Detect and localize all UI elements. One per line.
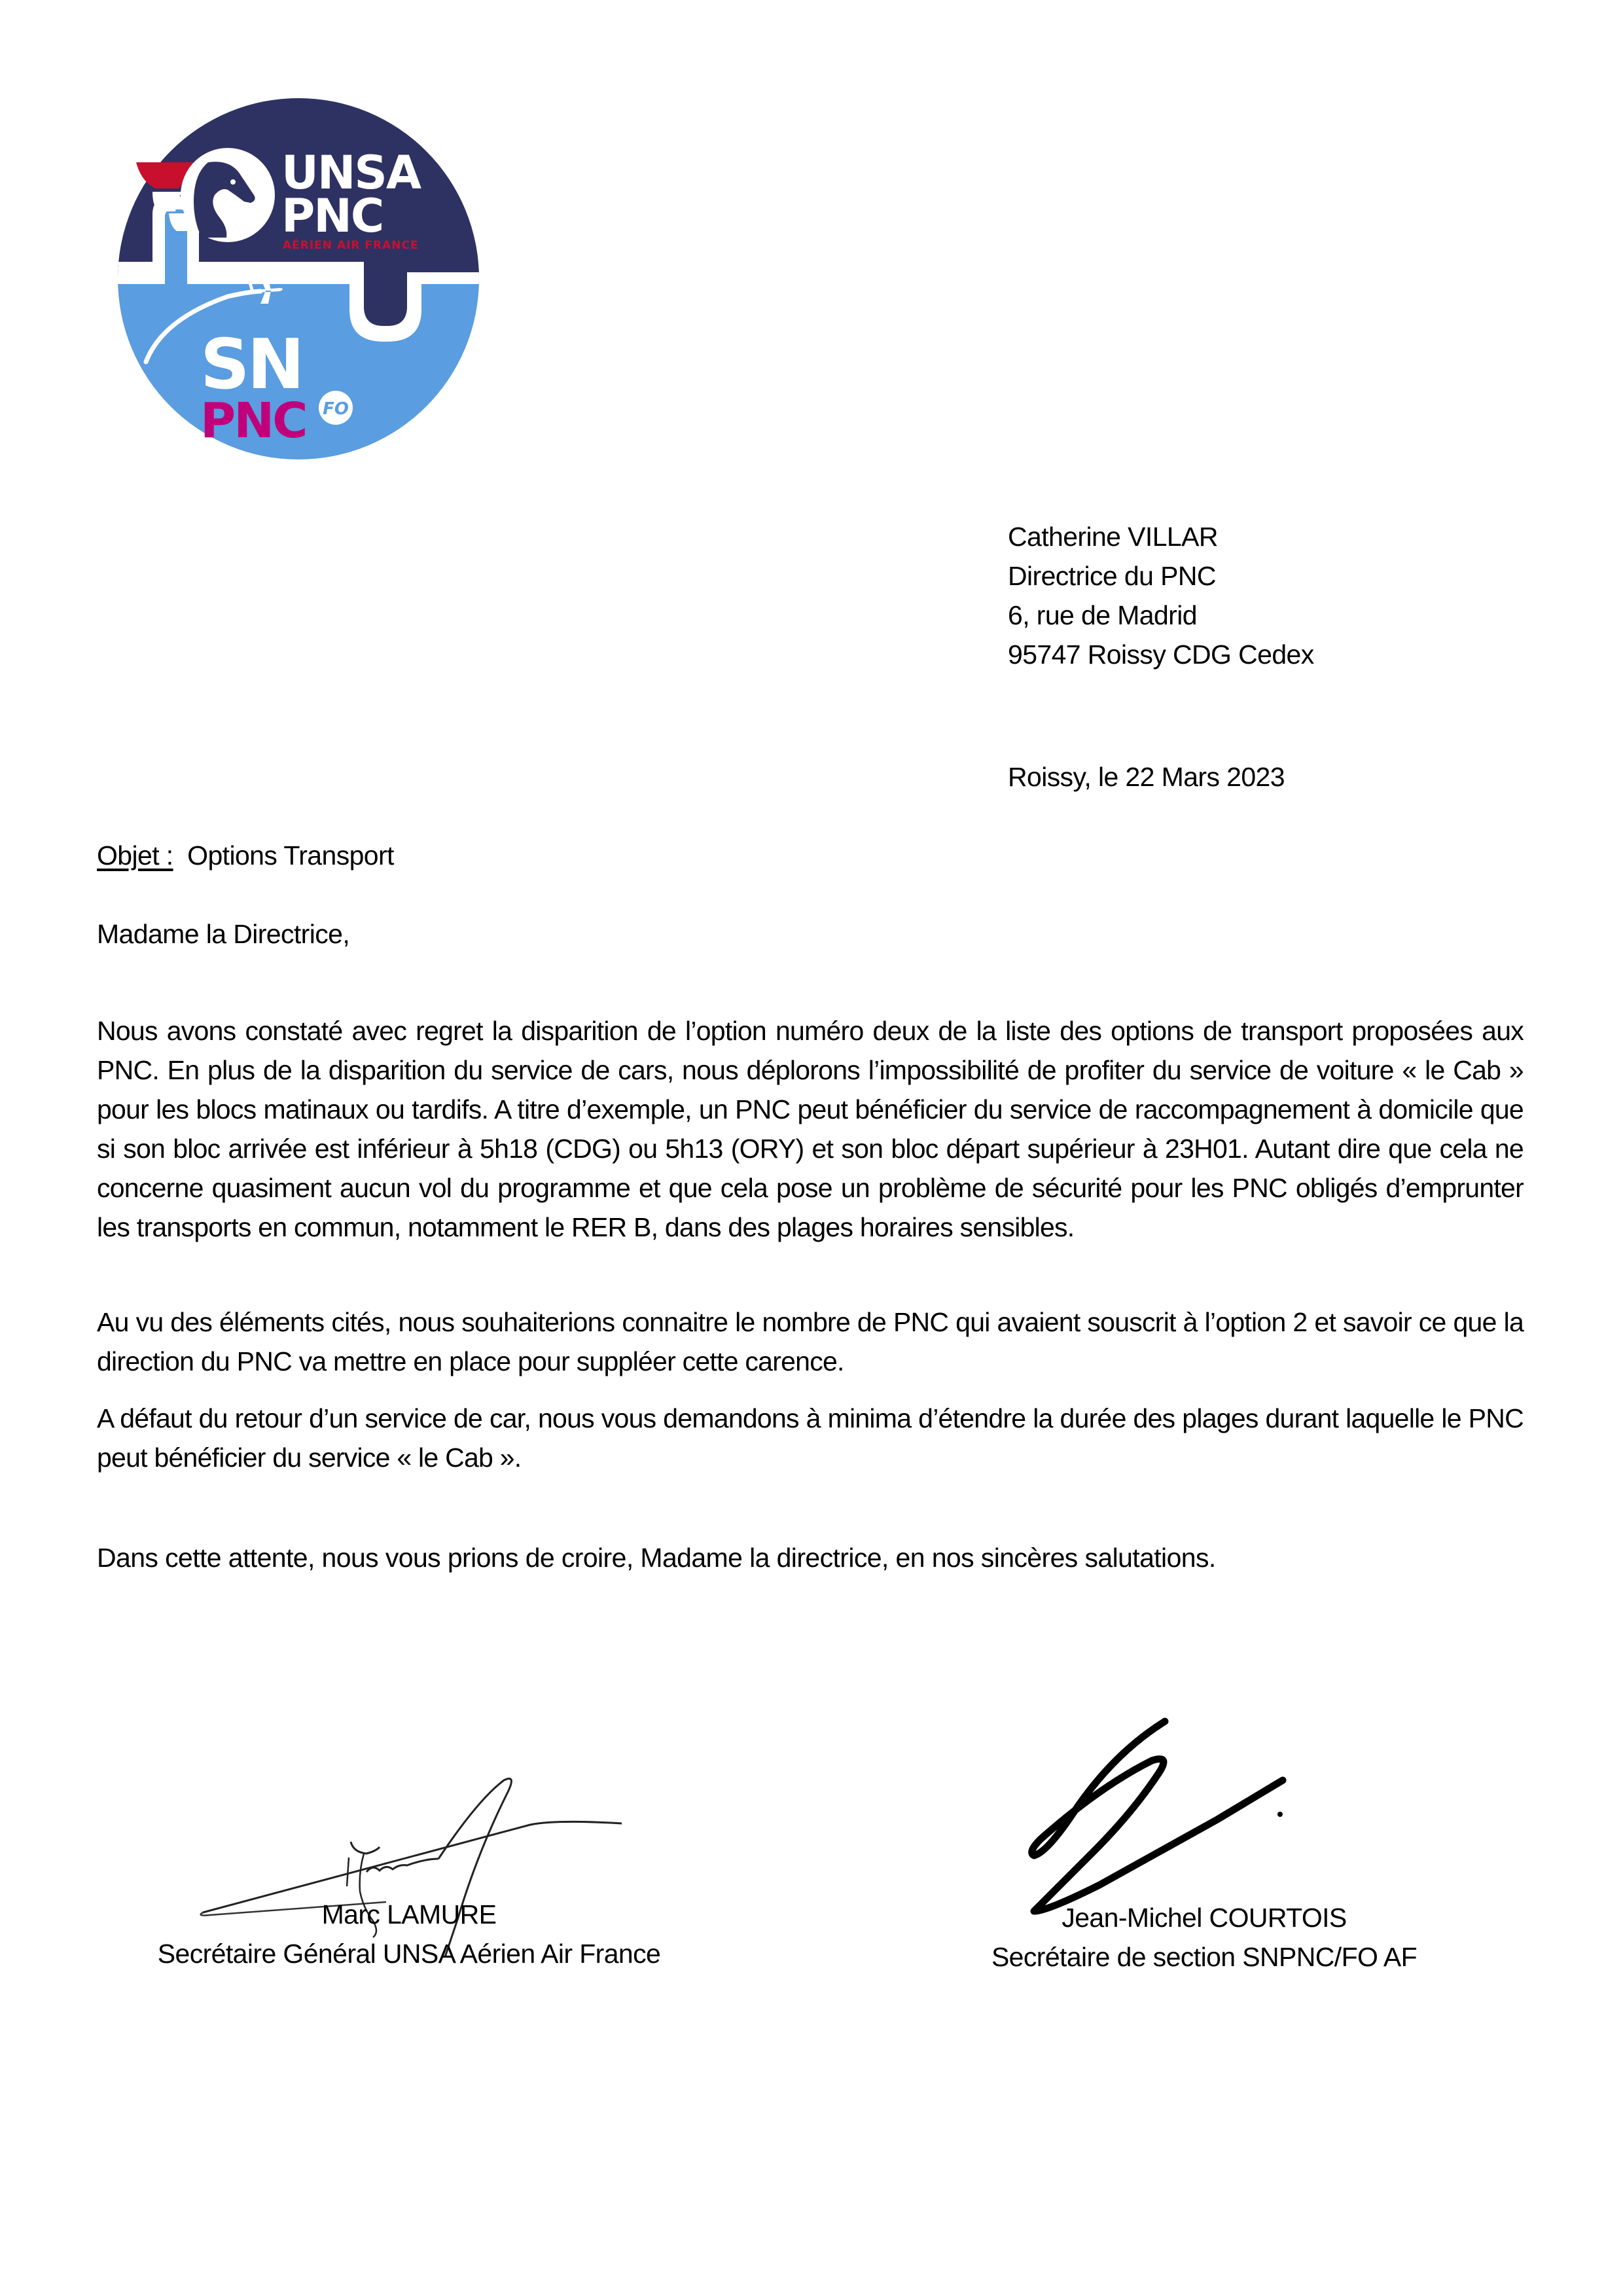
svg-text:PNC: PNC bbox=[281, 189, 383, 243]
signatory-role: Secrétaire Général UNSA Aérien Air France bbox=[157, 1939, 661, 1969]
body-paragraph-3 bbox=[97, 1399, 1524, 1477]
signatory-name: Jean-Michel COURTOIS bbox=[1061, 1903, 1347, 1933]
recipient-city: 95747 Roissy CDG Cedex bbox=[1008, 639, 1314, 670]
paragraph-text: Au vu des éléments cités, nous souhaiterions connaitre le nombre de PNC qui avaient souscrit à l’option 2 et savoir ce que la direction du PNC va mettre en place pour suppléer cette carence. bbox=[97, 1307, 1524, 1376]
body-paragraph-2 bbox=[97, 1302, 1524, 1381]
svg-text:AÉRIEN AIR FRANCE: AÉRIEN AIR FRANCE bbox=[283, 239, 419, 252]
signature-courtois-icon bbox=[1021, 1715, 1374, 1924]
paragraph-text: Nous avons constaté avec regret la disparition de l’option numéro deux de la liste des options de transport proposées aux PNC. En plus de la disparition du service de cars, nous déplorons l’impossibilité de profiter du service de voiture « le Cab » pour les blocs matinaux ou tardifs. A titre d’exemple, un PNC peut bénéficier du service de raccompagnement à domicile que si son bloc arrivée est inférieur à 5h18 (CDG) ou 5h13 (ORY) et son bloc départ supérieur à 23H01. Autant dire que cela ne concerne quasiment aucun vol du programme et que cela pose un problème de sécurité pour les PNC obligés d’emprunter les transports en commun, notamment le RER B, dans des plages horaires sensibles. bbox=[97, 1016, 1524, 1242]
recipient-street: 6, rue de Madrid bbox=[1008, 600, 1197, 630]
subject-label: Objet : bbox=[97, 840, 173, 870]
svg-text:FO: FO bbox=[323, 399, 349, 419]
paragraph-text: A défaut du retour d’un service de car, nous vous demandons à minima d’étendre la durée des plages durant laquelle le PNC peut bénéficier du service « le Cab ». bbox=[97, 1403, 1524, 1473]
recipient-title: Directrice du PNC bbox=[1008, 561, 1216, 591]
subject-line bbox=[97, 836, 394, 875]
unsa-snpnc-logo-icon bbox=[116, 97, 480, 461]
closing-formula: Dans cette attente, nous vous prions de croire, Madame la directrice, en nos sincères salutations. bbox=[97, 1543, 1216, 1573]
recipient-address bbox=[1008, 517, 1314, 674]
date-line: Roissy, le 22 Mars 2023 bbox=[1008, 762, 1285, 792]
signatory-role: Secrétaire de section SNPNC/FO AF bbox=[991, 1942, 1418, 1972]
signatory-name: Marc LAMURE bbox=[321, 1899, 497, 1929]
union-logo bbox=[116, 97, 480, 461]
signatory-left bbox=[105, 1895, 713, 1973]
body-paragraph-1 bbox=[97, 1011, 1524, 1247]
recipient-name: Catherine VILLAR bbox=[1008, 522, 1218, 552]
subject-value: Options Transport bbox=[187, 840, 394, 870]
svg-text:SN: SN bbox=[200, 325, 302, 404]
signatory-right bbox=[929, 1898, 1479, 1977]
greeting: Madame la Directrice, bbox=[97, 919, 350, 949]
svg-text:UNSA: UNSA bbox=[281, 146, 421, 200]
svg-text:PNC: PNC bbox=[200, 393, 306, 449]
